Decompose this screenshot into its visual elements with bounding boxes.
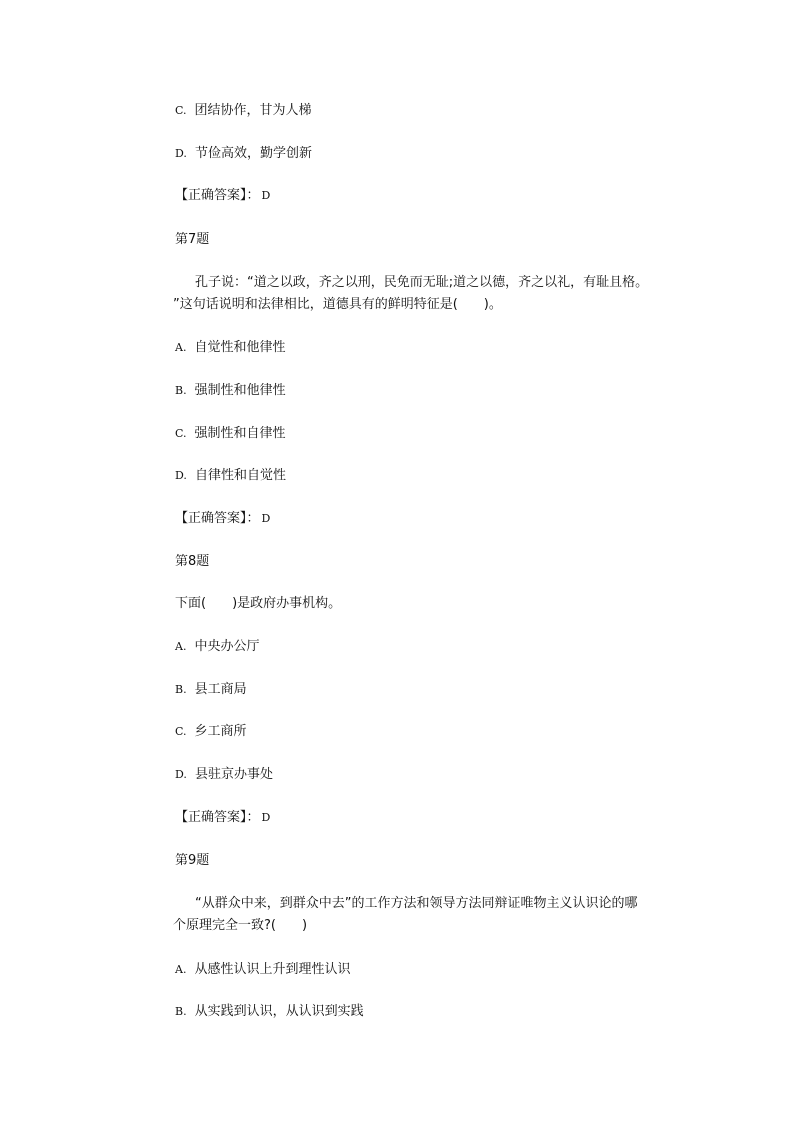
option-letter: B. xyxy=(175,384,187,397)
option-text: 县驻京办事处 xyxy=(194,767,273,782)
q7-option-d xyxy=(175,467,286,485)
q8-option-c xyxy=(175,723,247,741)
q7-stem-line1: 孔子说：“道之以政，齐之以刑，民免而无耻;道之以德，齐之以礼，有耻且格。 xyxy=(195,275,649,290)
q8-option-a xyxy=(175,638,259,656)
q9-option-b xyxy=(175,1003,364,1021)
option-text: 县工商局 xyxy=(194,682,247,697)
option-letter: A. xyxy=(175,963,187,976)
option-text: 从实践到认识，从认识到实践 xyxy=(194,1004,364,1019)
answer-value: D xyxy=(261,811,271,824)
q9-stem-line2: 个原理完全一致?( ) xyxy=(173,918,308,933)
option-text: 中央办公厅 xyxy=(194,639,260,654)
q9-title: 第9题 xyxy=(175,853,210,868)
q8-answer xyxy=(175,809,270,827)
q7-stem-line2: ”这句话说明和法律相比，道德具有的鲜明特征是( )。 xyxy=(173,297,502,312)
option-text: 节俭高效，勤学创新 xyxy=(194,146,312,161)
q7-option-b xyxy=(175,382,286,400)
q9-option-a xyxy=(175,961,350,979)
answer-label: 【正确答案】： xyxy=(175,188,260,203)
option-letter: C. xyxy=(175,427,187,440)
q8-title: 第8题 xyxy=(175,554,210,569)
option-letter: D. xyxy=(175,768,187,781)
q7-option-c xyxy=(175,425,286,443)
q6-answer xyxy=(175,187,270,205)
q8-stem: 下面( )是政府办事机构。 xyxy=(175,596,342,611)
q6-option-c xyxy=(175,102,312,120)
option-text: 强制性和自律性 xyxy=(194,426,286,441)
option-letter: B. xyxy=(175,1005,187,1018)
q8-option-b xyxy=(175,681,247,699)
option-text: 团结协作，甘为人梯 xyxy=(194,103,312,118)
q7-answer xyxy=(175,510,270,528)
option-letter: A. xyxy=(175,341,187,354)
answer-label: 【正确答案】： xyxy=(175,511,260,526)
option-text: 自觉性和他律性 xyxy=(194,340,286,355)
option-letter: B. xyxy=(175,683,187,696)
option-letter: C. xyxy=(175,725,187,738)
q6-option-d xyxy=(175,145,312,163)
option-text: 乡工商所 xyxy=(194,724,247,739)
answer-value: D xyxy=(261,512,271,525)
q7-stem xyxy=(175,272,675,316)
q9-stem-line1: “从群众中来，到群众中去”的工作方法和领导方法同辩证唯物主义认识论的哪 xyxy=(195,896,638,911)
option-letter: D. xyxy=(175,469,187,482)
option-letter: C. xyxy=(175,104,187,117)
option-text: 自律性和自觉性 xyxy=(194,468,286,483)
option-text: 强制性和他律性 xyxy=(194,383,286,398)
option-letter: A. xyxy=(175,640,187,653)
answer-label: 【正确答案】： xyxy=(175,810,260,825)
option-text: 从感性认识上升到理性认识 xyxy=(194,962,351,977)
option-letter: D. xyxy=(175,147,187,160)
q7-title: 第7题 xyxy=(175,232,210,247)
q9-stem xyxy=(175,893,675,937)
q7-option-a xyxy=(175,339,285,357)
q8-option-d xyxy=(175,766,273,784)
answer-value: D xyxy=(261,189,271,202)
